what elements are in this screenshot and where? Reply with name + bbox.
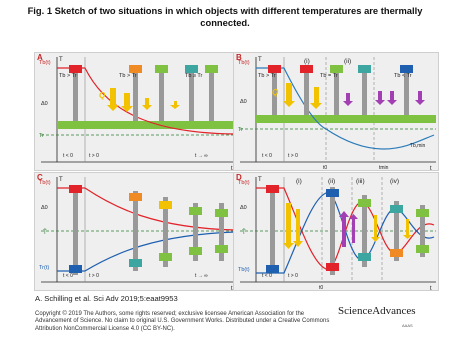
time-label-before: t < 0: [63, 273, 73, 279]
time-label-t0: t0: [323, 165, 328, 171]
delta-label: Δ0: [240, 99, 247, 105]
panel-a: [34, 52, 240, 171]
panel-letter: A: [37, 53, 43, 62]
journal-logo: ScienceAdvances: [338, 305, 416, 317]
x-axis-label: t: [231, 166, 233, 172]
panel-c-diagram: [35, 173, 240, 291]
phase-label-i: (i): [304, 58, 310, 65]
condition-label-3: Tb ≥ Tr: [185, 73, 203, 79]
phase-label-i: (i): [296, 178, 302, 185]
condition-label-3: Tb < Tr: [394, 73, 412, 79]
condition-label-1: Tb > Tr: [59, 73, 77, 79]
reservoir-temperature-label: Tr: [39, 133, 44, 139]
heat-flow-arrows: [107, 88, 180, 112]
heat-label: Q: [99, 91, 106, 100]
reverse-heat-arrows: [343, 91, 425, 106]
time-label-before: t < 0: [262, 273, 272, 279]
time-label-after: t > 0: [288, 153, 298, 159]
cold-body-label: Tb(t): [238, 267, 250, 273]
panel-a-diagram: [35, 53, 240, 171]
panel-letter: C: [37, 173, 43, 182]
y-axis-label: T: [258, 177, 262, 183]
reservoir-bar: [256, 115, 436, 123]
time-label-infinity: t → ∞: [195, 153, 208, 159]
panel-d-diagram: [234, 173, 439, 291]
time-label-t0: t0: [319, 285, 324, 291]
time-label-before: t < 0: [262, 153, 272, 159]
time-label-after: t > 0: [89, 273, 99, 279]
reservoir-temperature-label: Tr: [238, 127, 243, 133]
phase-label-iv: (iv): [390, 178, 400, 185]
x-axis-label: t: [231, 286, 233, 292]
mean-temperature-label: T̄: [242, 230, 246, 236]
phase-label-ii: (ii): [328, 178, 336, 185]
cold-body-curve: [57, 232, 235, 271]
time-label-tmin: tmin: [379, 165, 389, 171]
time-label-after: t > 0: [288, 273, 298, 279]
x-axis-label: t: [430, 166, 432, 172]
condition-label-1: Tb > Tr: [258, 73, 276, 79]
time-label-before: t < 0: [63, 153, 73, 159]
heat-label: Q: [272, 88, 279, 97]
mean-temperature-label: T̄: [43, 230, 47, 236]
hot-body-label: Tb(t): [39, 180, 51, 186]
delta-label: Δ0: [240, 205, 247, 211]
panel-c: [34, 172, 240, 291]
time-label-infinity: t → ∞: [195, 273, 208, 279]
panel-letter: B: [236, 53, 242, 62]
hot-body-label: Tb(t): [238, 180, 250, 186]
phase-label-ii: (ii): [344, 58, 352, 65]
citation: A. Schilling et al. Sci Adv 2019;5:eaat9953: [35, 294, 178, 303]
heat-flow-arrows: [283, 83, 322, 109]
condition-label-2: Tb = Tr: [320, 73, 338, 79]
cold-body-label: Tr(t): [39, 265, 50, 271]
body-temperature-label: Tb(t): [238, 60, 250, 66]
delta-label: Δ0: [41, 101, 48, 107]
delta-label: Δ0: [41, 205, 48, 211]
body-temperature-label: Tb(t): [39, 60, 51, 66]
panel-d: [233, 172, 439, 291]
time-label-after: t > 0: [89, 153, 99, 159]
x-axis-label: t: [430, 286, 432, 292]
minimum-temperature-label: Tb,min: [410, 143, 426, 149]
panel-b-diagram: [234, 53, 439, 171]
reservoir-bar: [57, 121, 237, 129]
y-axis-label: T: [59, 177, 63, 183]
body-pillars: [69, 185, 228, 275]
copyright-notice: Copyright © 2019 The Authors, some rights reserved; exclusive licensee American Association for the Advancement of Science. No claim to original U.S. Government Works. Distributed under a Creative Commons Attribution NonCommercial License 4.0 (CC BY-NC).: [35, 311, 330, 332]
condition-label-2: Tb > Tr: [119, 73, 137, 79]
panel-letter: D: [236, 173, 242, 182]
figure-title: Fig. 1 Sketch of two situations in which objects with different temperatures are thermally connected.: [27, 5, 423, 28]
hot-body-block: [69, 65, 82, 73]
y-axis-label: T: [59, 57, 63, 63]
publisher-mark: AAAS: [402, 323, 413, 328]
y-axis-label: T: [258, 57, 262, 63]
phase-label-iii: (iii): [356, 178, 365, 185]
hot-body-curve: [57, 188, 235, 230]
panel-b: [233, 52, 439, 171]
